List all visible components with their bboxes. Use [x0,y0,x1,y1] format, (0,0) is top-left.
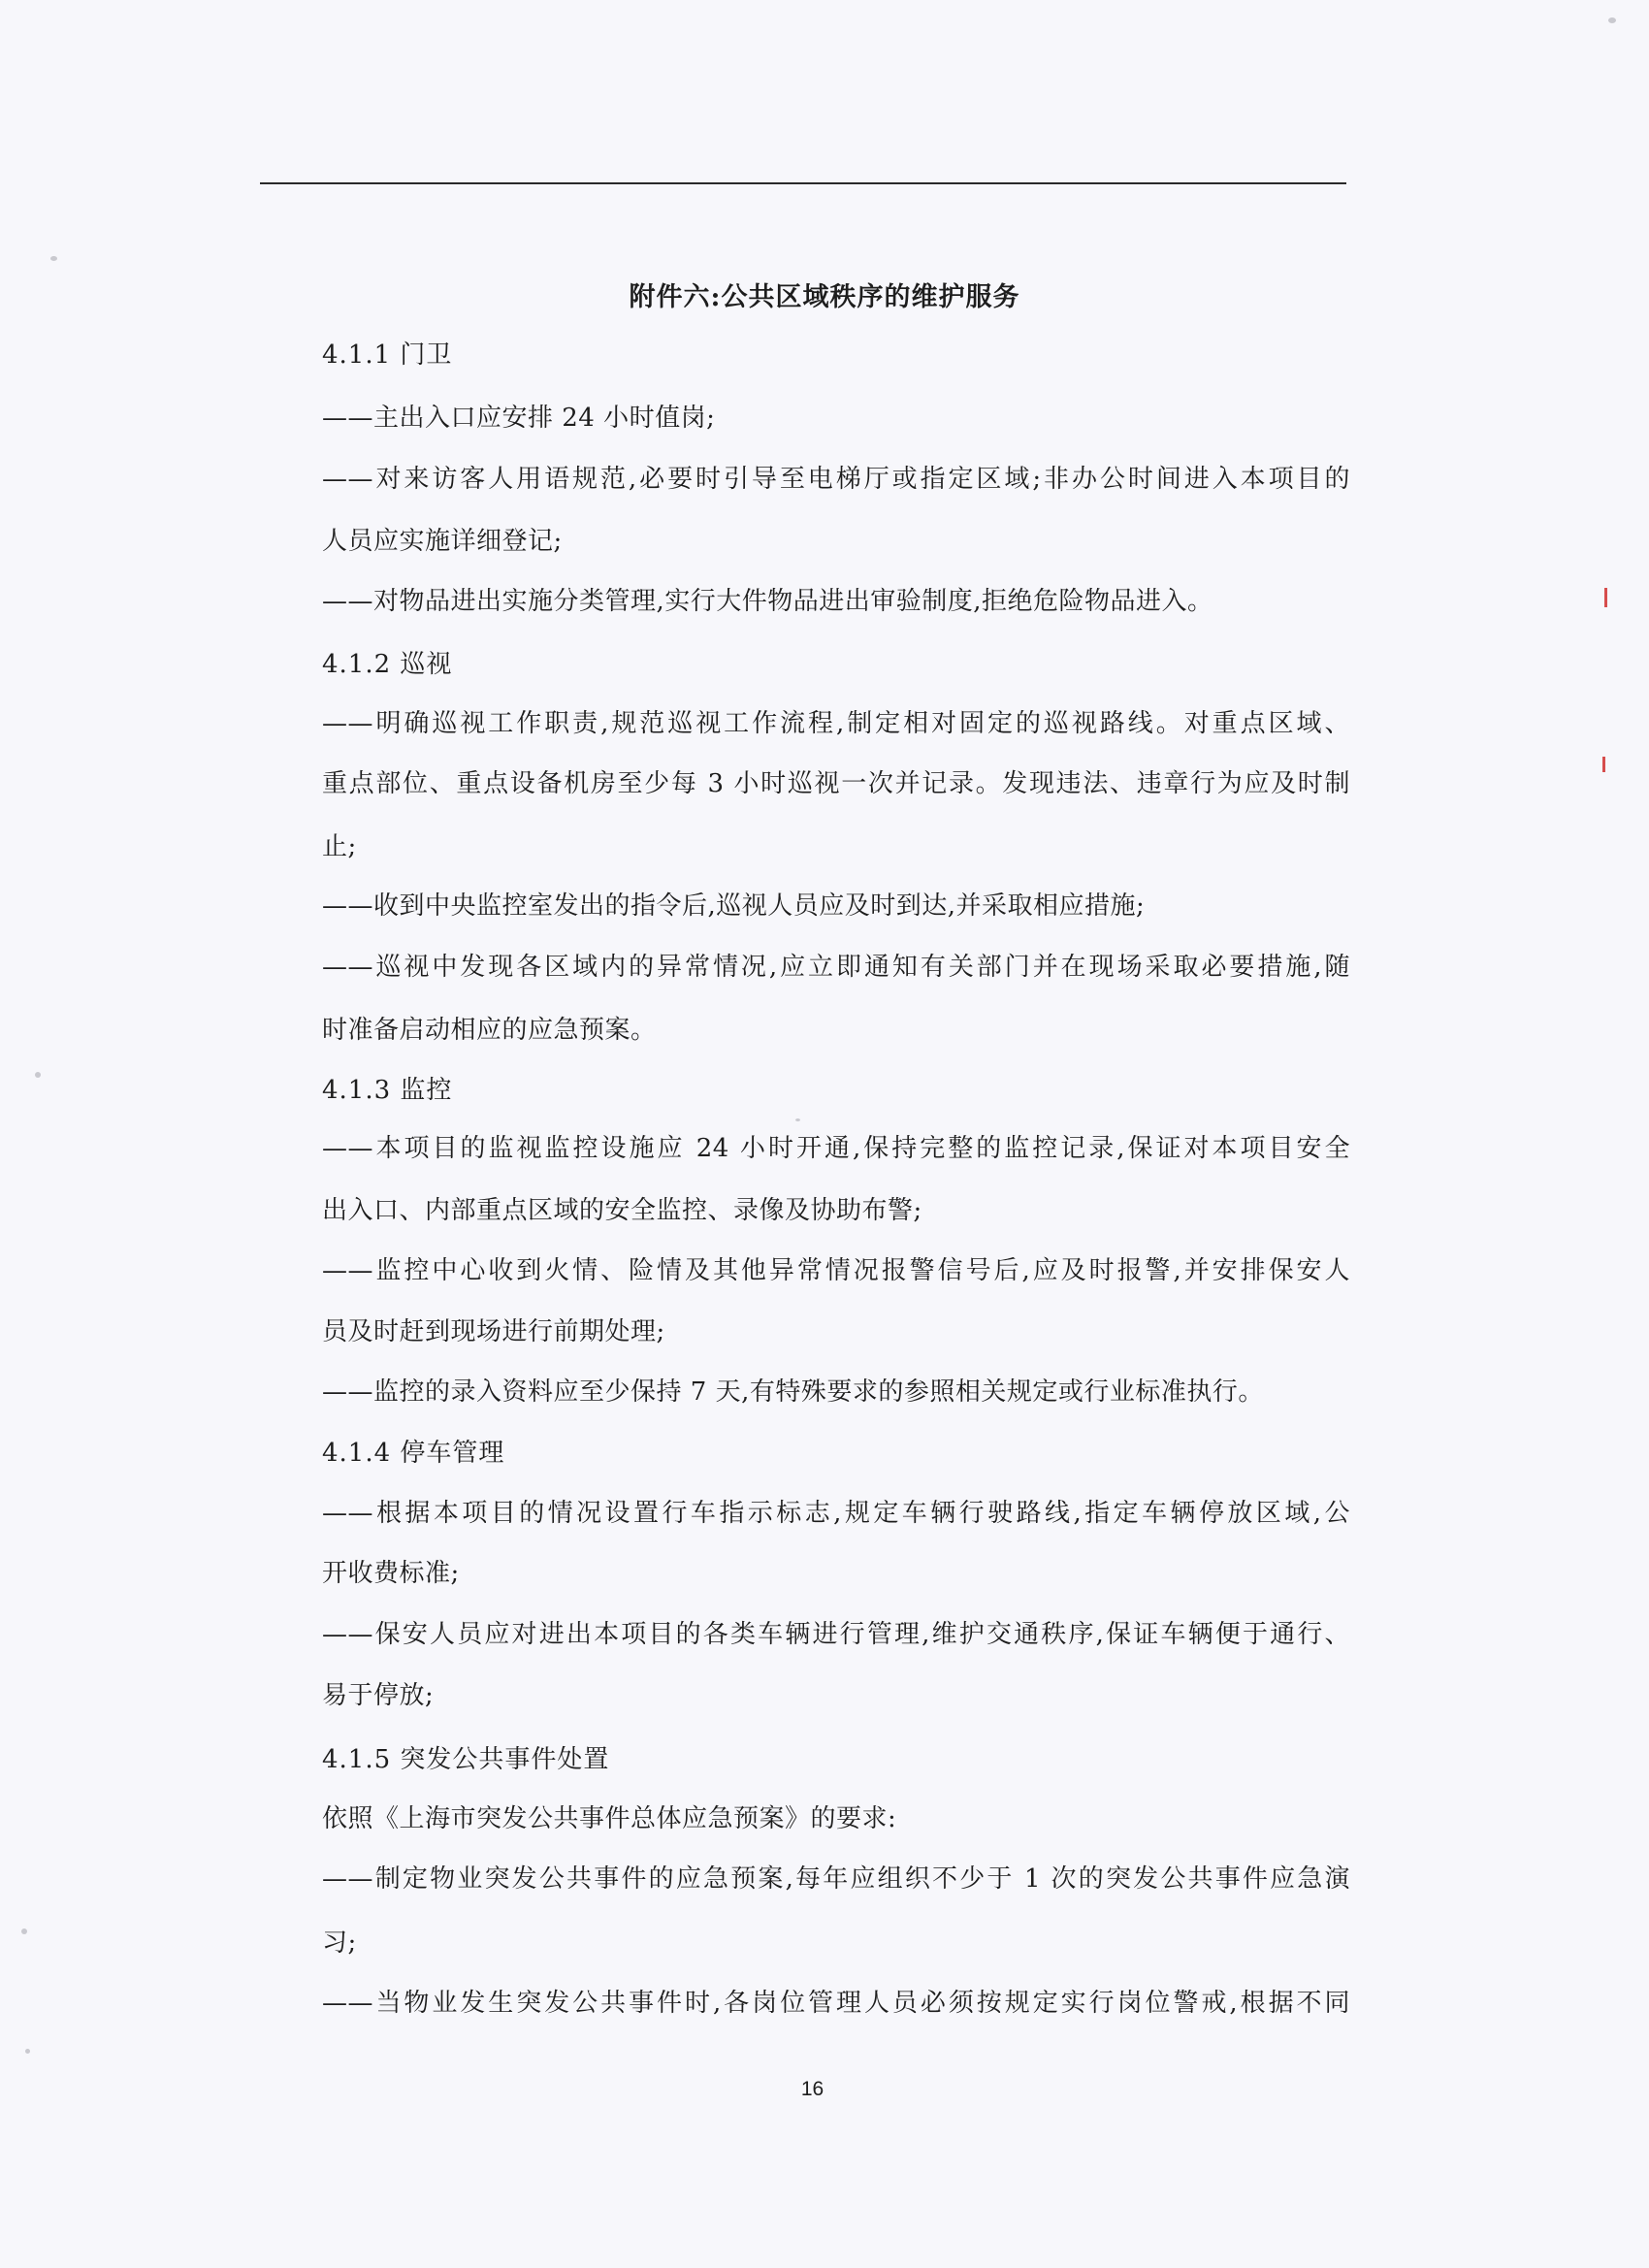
body-line: ——本项目的监视监控设施应 24 小时开通,保持完整的监控记录,保证对本项目安全 [322,1134,1350,1163]
body-line: ——对物品进出实施分类管理,实行大件物品进出审验制度,拒绝危险物品进入。 [322,587,1213,616]
body-line: ——明确巡视工作职责,规范巡视工作流程,制定相对固定的巡视路线。对重点区域、 [322,709,1350,738]
scan-speck [1608,17,1616,23]
scan-speck [795,1118,800,1121]
body-line: 依照《上海市突发公共事件总体应急预案》的要求: [322,1804,897,1833]
document-title: 附件六:公共区域秩序的维护服务 [629,282,1020,312]
body-line: ——保安人员应对进出本项目的各类车辆进行管理,维护交通秩序,保证车辆便于通行、 [322,1620,1350,1649]
body-line: ——对来访客人用语规范,必要时引导至电梯厅或指定区域;非办公时间进入本项目的 [322,465,1350,494]
body-line: ——主出入口应安排 24 小时值岗; [322,404,716,433]
section-heading-4-1-4: 4.1.4 停车管理 [322,1439,505,1468]
body-line: ——根据本项目的情况设置行车指示标志,规定车辆行驶路线,指定车辆停放区域,公 [322,1499,1350,1528]
section-heading-4-1-5: 4.1.5 突发公共事件处置 [322,1745,610,1774]
section-heading-4-1-3: 4.1.3 监控 [322,1076,453,1105]
header-rule [260,182,1346,184]
body-line: 止; [322,832,357,861]
scan-edge-mark [1604,588,1607,607]
body-line: 习; [322,1928,357,1958]
body-line: 开收费标准; [322,1559,460,1588]
scan-edge-mark [1602,757,1605,772]
body-line: 易于停放; [322,1681,435,1710]
scan-speck [21,1928,27,1934]
section-heading-4-1-1: 4.1.1 门卫 [322,340,453,370]
body-line: 出入口、内部重点区域的安全监控、录像及协助布警; [322,1196,922,1225]
body-line: ——巡视中发现各区域内的异常情况,应立即通知有关部门并在现场采取必要措施,随 [322,953,1350,982]
page-number: 16 [800,2078,824,2100]
body-line: 时准备启动相应的应急预案。 [322,1016,657,1045]
body-line: ——收到中央监控室发出的指令后,巡视人员应及时到达,并采取相应措施; [322,891,1146,921]
scan-speck [50,256,57,261]
body-line: 员及时赶到现场进行前期处理; [322,1317,665,1346]
scan-speck [35,1072,41,1078]
body-line: 重点部位、重点设备机房至少每 3 小时巡视一次并记录。发现违法、违章行为应及时制 [322,769,1350,798]
body-line: ——监控的录入资料应至少保持 7 天,有特殊要求的参照相关规定或行业标准执行。 [322,1377,1264,1407]
scan-speck [25,2049,30,2054]
body-line: ——制定物业突发公共事件的应急预案,每年应组织不少于 1 次的突发公共事件应急演 [322,1864,1350,1894]
body-line: 人员应实施详细登记; [322,527,563,556]
body-line: ——当物业发生突发公共事件时,各岗位管理人员必须按规定实行岗位警戒,根据不同 [322,1989,1350,2018]
section-heading-4-1-2: 4.1.2 巡视 [322,650,453,679]
body-line: ——监控中心收到火情、险情及其他异常情况报警信号后,应及时报警,并安排保安人 [322,1256,1350,1285]
